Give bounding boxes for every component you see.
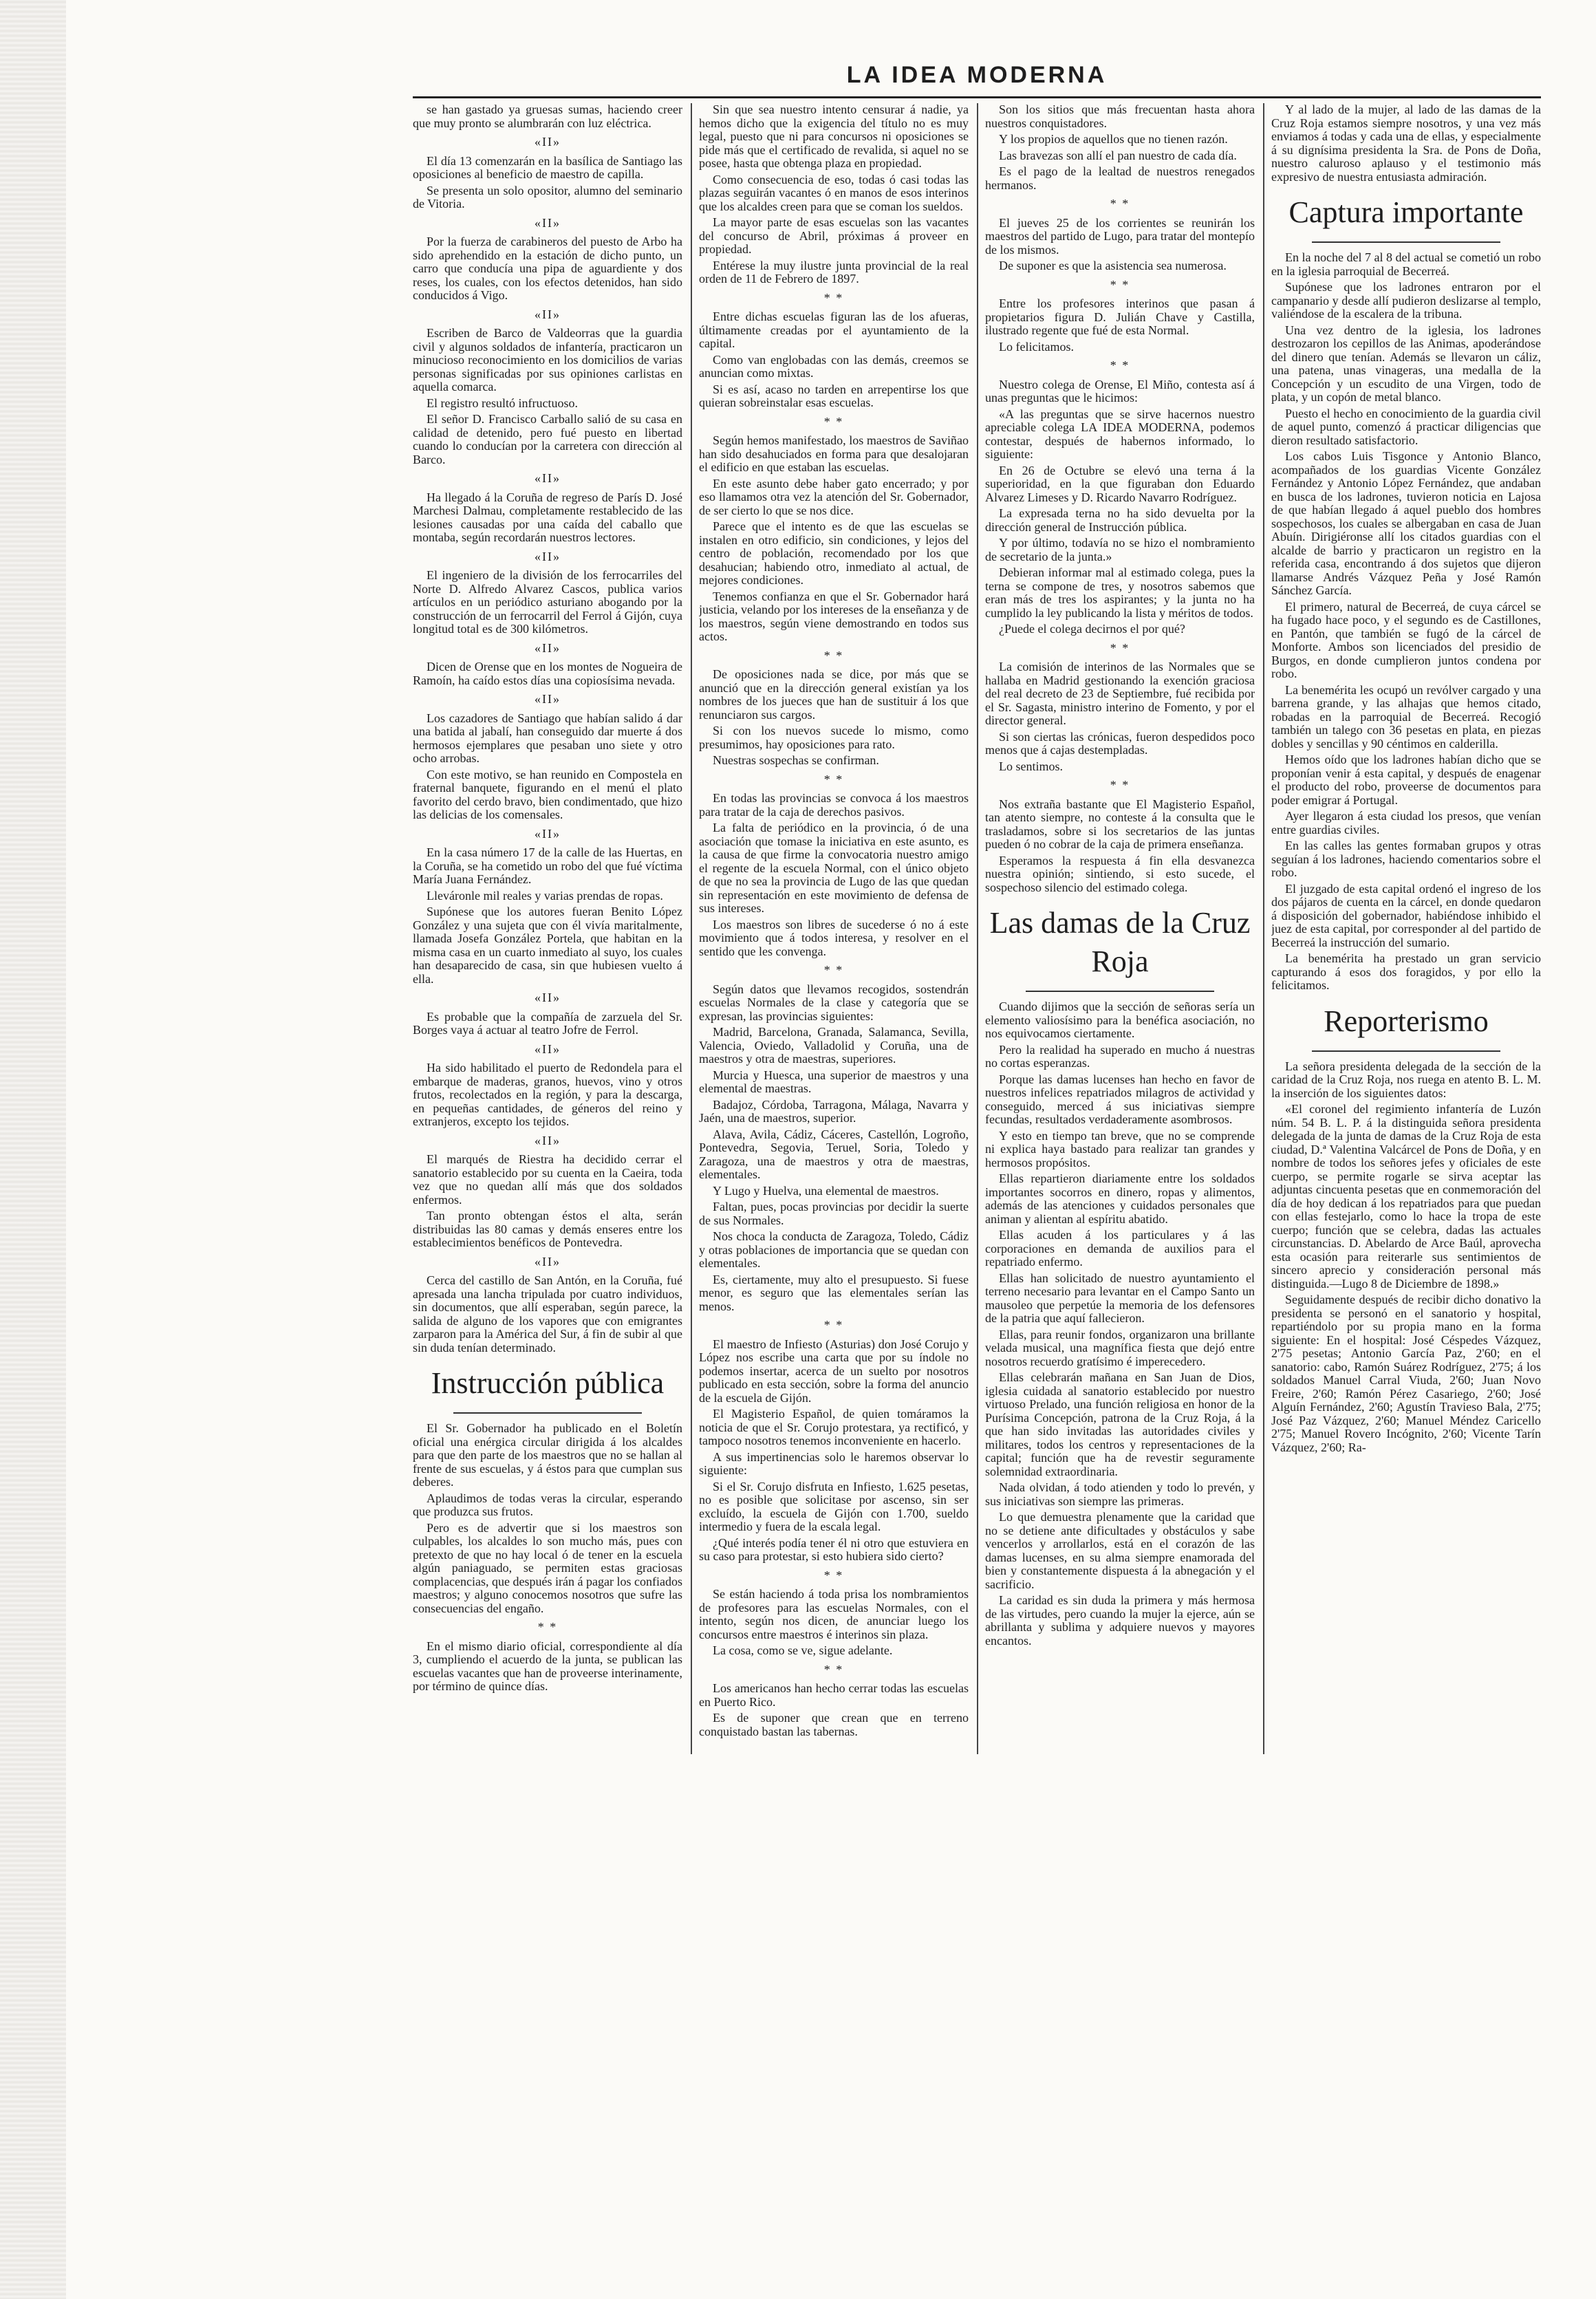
- news-paragraph: «A las preguntas que se sirve hacernos nuestro apreciable colega LA IDEA MODERNA, podemos contestar, después de habernos informado, lo siguiente:: [985, 407, 1255, 461]
- item-separator: * *: [1110, 277, 1130, 292]
- news-paragraph: Porque las damas lucenses han hecho en favor de nuestros infelices repatriados milagros de actividad y conseguido, merced á sus iniciativas siempre fecundas, resultados verdaderamente asombrosos.: [985, 1072, 1255, 1126]
- item-separator: * *: [823, 963, 844, 977]
- heading-rule: [1312, 241, 1500, 243]
- item-separator: «II»: [535, 1254, 561, 1269]
- news-paragraph: Escriben de Barco de Valdeorras que la guardia civil y algunos soldados de infantería, practicaron un minucioso reconocimiento en los domicilios de varias personas significadas por sus opiniones carlistas en aquella comarca.: [413, 326, 682, 393]
- news-paragraph: ¿Qué interés podía tener él ni otro que estuviera en su caso para protestar, si esto hubiera sido cierto?: [699, 1535, 969, 1563]
- item-separator: * *: [1110, 197, 1130, 211]
- news-paragraph: Nuestras sospechas se confirman.: [713, 753, 879, 767]
- item-separator: «II»: [535, 1041, 561, 1056]
- news-paragraph: Cuando dijimos que la sección de señoras sería un elemento valiosísimo para la benéfica asociación, no nos equivocamos ciertamente.: [985, 1000, 1255, 1040]
- news-paragraph: Ellas acuden á los particulares y á las corporaciones en demanda de auxilios para el repatriado enfermo.: [985, 1228, 1255, 1269]
- item-separator: * *: [823, 772, 844, 786]
- news-paragraph: Cerca del castillo de San Antón, en la Coruña, fué apresada una lancha tripulada por cuatro individuos, sin documentos, que allí esperaban, según parece, la salida de alguno de los vapores que con emigrantes zarparon para la América del Sur, á fin de subir al que sin duda tenían determinado.: [413, 1273, 682, 1354]
- item-separator: * *: [537, 1620, 558, 1634]
- news-paragraph: Madrid, Barcelona, Granada, Salamanca, Sevilla, Valencia, Oviedo, Valladolid y Coruña, una de maestros y otra de maestras, superiores.: [699, 1025, 969, 1066]
- news-paragraph: Y esto en tiempo tan breve, que no se comprende ni explica haya bastado para realizar tan grandes y hermosos propósitos.: [985, 1128, 1255, 1169]
- news-paragraph: Los cabos Luis Tisgonce y Antonio Blanco, acompañados de los guardias Vicente González Fernández y Antonio López Fernández, que andaban en busca de los ladrones, tuvieron noticia en Lajosa de que habían llegado á aquel pueblo dos hombres sospechosos, los cuales se albergaban en casa de Juan Abuín. Dirigiéronse allí los citados guardias con el alcalde de barrio y practicaron un registro en la referida casa, encontrando á dos sujetos que dijeron llamarse Andrés Vázquez Peña y José Ramón Sánchez García.: [1271, 449, 1541, 597]
- news-paragraph: A sus impertinencias solo le haremos observar lo siguiente:: [699, 1449, 969, 1477]
- news-paragraph: El señor D. Francisco Carballo salió de su casa en calidad de detenido, pero fué puesto en libertad cuando lo conducían por la carretera con dirección al Barco.: [413, 412, 682, 466]
- news-paragraph: En la noche del 7 al 8 del actual se cometió un robo en la iglesia parroquial de Becerreá.: [1271, 250, 1541, 278]
- news-paragraph: Ellas celebrarán mañana en San Juan de Dios, iglesia cuidada al sanatorio establecido por nuestro virtuoso Prelado, una función religiosa en honor de la Purísima Concepción, patrona de la Cruz Roja, á la que han sido invitadas las autoridades civiles y militares, todos los centros y representaciones de la capital; función que ha de revestir seguramente solemnidad extraordinaria.: [985, 1370, 1255, 1478]
- news-paragraph: Debieran informar mal al estimado colega, pues la terna se compone de tres, y nosotros sabemos que eran más de tres los aspirantes; y la junta no ha cumplido la ley publicando la lista y méritos de todos.: [985, 565, 1255, 620]
- news-paragraph: Ayer llegaron á esta ciudad los presos, que venían entre guardias civiles.: [1271, 809, 1541, 837]
- item-separator: «II»: [535, 991, 561, 1004]
- news-paragraph: De oposiciones nada se dice, por más que se anunció que en la dirección general existían ya los nombres de los jueces que han de sustituir á los que renunciaron sus cargos.: [699, 667, 969, 722]
- section-heading: Instrucción pública: [431, 1366, 665, 1400]
- news-paragraph: La falta de periódico en la provincia, ó de una asociación que tomase la iniciativa en este asunto, es la causa de que firme la convocatoria nuestro amigo el regente de la escuela Normal, con el único objeto de que no sea la provincia de Lugo de las que quedan sin representación en este movimiento de defensa de sus intereses.: [699, 821, 969, 915]
- news-paragraph: Se presenta un solo opositor, alumno del seminario de Vitoria.: [413, 183, 682, 211]
- news-paragraph: Supónese que los ladrones entraron por el campanario y desde allí pudieron deslizarse al templo, valiéndose de la escalera de la tribuna.: [1271, 280, 1541, 321]
- item-separator: * *: [1110, 358, 1130, 372]
- masthead-rule: [413, 96, 1541, 98]
- news-paragraph: Supónese que los autores fueran Benito López González y una sujeta que con él vivía maritalmente, llamada Josefa González Portela, que habitan en la misma casa en un cuarto inmediato al suyo, los cuales han desaparecido de casa, sin que hubiesen vuelto á ella.: [413, 905, 682, 986]
- item-separator: «II»: [535, 215, 561, 230]
- news-paragraph: El marqués de Riestra ha decidido cerrar el sanatorio establecido por su cuenta en la Caeira, toda vez que no quedan allí más que dos soldados enfermos.: [413, 1152, 682, 1207]
- column-1: [413, 103, 682, 1823]
- news-paragraph: Y por último, todavía no se hizo el nombramiento de secretario de la junta.»: [985, 536, 1255, 563]
- news-paragraph: Nos extraña bastante que El Magisterio Español, tan atento siempre, no conteste á la consulta que le trasladamos, sobre si los secretarios de las juntas pueden ó no cobrar de la caja de primera enseñanza.: [985, 797, 1255, 851]
- news-paragraph: Los cazadores de Santiago que habían salido á dar una batida al jabalí, han conseguido dar muerte á dos hermosos ejemplares que pesaban uno siete y otro ocho arrobas.: [413, 711, 682, 765]
- heading-rule: [1312, 1050, 1500, 1052]
- news-paragraph: Entérese la muy ilustre junta provincial de la real orden de 11 de Febrero de 1897.: [699, 258, 969, 285]
- news-paragraph: De suponer es que la asistencia sea numerosa.: [999, 259, 1227, 272]
- news-paragraph: El juzgado de esta capital ordenó el ingreso de los dos pájaros de cuenta en la cárcel, en donde quedaron á disposición del gobernador, habiéndose inhibido el juez de esta capital, por corresponder al del partido de Becerreá la instrucción del sumario.: [1271, 881, 1541, 949]
- news-paragraph: Las bravezas son allí el pan nuestro de cada día.: [999, 148, 1237, 162]
- news-paragraph: Esperamos la respuesta á fin ella desvanezca nuestra opinión; sintiendo, si esto sucede, el sospechoso silencio del estimado colega.: [985, 853, 1255, 894]
- news-paragraph: Es de suponer que crean que en terreno conquistado bastan las tabernas.: [699, 1711, 969, 1738]
- section-heading: Captura importante: [1288, 195, 1524, 229]
- news-paragraph: La benemérita ha prestado un gran servicio capturando á esos dos foragidos, y por ello la felicitamos.: [1271, 951, 1541, 992]
- news-paragraph: En todas las provincias se convoca á los maestros para tratar de la caja de derechos pasivos.: [699, 791, 969, 819]
- news-paragraph: Ellas, para reunir fondos, organizaron una brillante velada musical, una magnífica fiesta que dejó entre nosotros recuerdo gratísimo é imperecedero.: [985, 1327, 1255, 1368]
- news-paragraph: Se están haciendo á toda prisa los nombramientos de profesores para las escuelas Normales, con el intento, según nos dicen, de anunciar luego los concursos entre maestros é interinos sin plaza.: [699, 1587, 969, 1641]
- news-paragraph: Ellas han solicitado de nuestro ayuntamiento el terreno necesario para levantar en el Campo Santo un mausoleo que perpetúe la memoria de los defensores de la patria que aquí fallecieron.: [985, 1271, 1255, 1325]
- news-paragraph: Nada olvidan, á todo atienden y todo lo prevén, y sus iniciativas son siempre las primeras.: [985, 1480, 1255, 1508]
- news-paragraph: Los americanos han hecho cerrar todas las escuelas en Puerto Rico.: [699, 1681, 969, 1709]
- news-paragraph: Según hemos manifestado, los maestros de Saviñao han sido desahuciados en forma para que desalojaran el edificio en que estaban las escuelas.: [699, 433, 969, 474]
- heading-rule: [453, 1412, 642, 1414]
- news-paragraph: se han gastado ya gruesas sumas, haciendo creer que muy pronto se alumbrarán con luz eléctrica.: [413, 103, 682, 130]
- scan-edge: [0, 0, 66, 2299]
- news-paragraph: La expresada terna no ha sido devuelta por la dirección general de Instrucción pública.: [985, 506, 1255, 534]
- item-separator: «II»: [535, 549, 561, 563]
- news-paragraph: La señora presidenta delegada de la sección de la caridad de la Cruz Roja, nos ruega en atento B. L. M. la inserción de los siguientes datos:: [1271, 1059, 1541, 1100]
- news-paragraph: En la casa número 17 de la calle de las Huertas, en la Coruña, se ha cometido un robo del que fué víctima María Juana Fernández.: [413, 845, 682, 886]
- news-paragraph: Entre dichas escuelas figuran las de los afueras, últimamente creadas por el ayuntamiento de la capital.: [699, 310, 969, 350]
- news-paragraph: Si con los nuevos sucede lo mismo, como presumimos, hay oposiciones para rato.: [699, 724, 969, 751]
- news-paragraph: El Magisterio Español, de quien tomáramos la noticia de que el Sr. Corujo protestara, ya rectificó, y tampoco nosotros tenemos inconveniente en hacerlo.: [699, 1407, 969, 1447]
- news-paragraph: Ha sido habilitado el puerto de Redondela para el embarque de maderas, granos, huevos, vino y otros frutos, recolectados en la región, y para la descarga, en pequeñas cantidades, de géneros del reino y extranjeros, excepto los tejidos.: [413, 1061, 682, 1128]
- news-paragraph: Y los propios de aquellos que no tienen razón.: [999, 132, 1228, 146]
- news-paragraph: El jueves 25 de los corrientes se reunirán los maestros del partido de Lugo, para tratar del montepío de los mismos.: [985, 215, 1255, 257]
- item-separator: * *: [823, 1318, 844, 1332]
- news-paragraph: Parece que el intento es de que las escuelas se instalen en otro edificio, sin condiciones, y lejos del centro de población, recomendado por los que desahucian; habiendo otro, inmediato al actual, de mejores condiciones.: [699, 519, 969, 587]
- item-separator: * *: [823, 1568, 844, 1582]
- news-paragraph: Según datos que llevamos recogidos, sostendrán escuelas Normales de la clase y categoría que se expresan, las provincias siguientes:: [699, 982, 969, 1023]
- item-separator: «II»: [535, 471, 561, 485]
- news-paragraph: ¿Puede el colega decirnos el por qué?: [999, 622, 1185, 636]
- news-paragraph: Pero la realidad ha superado en mucho á nuestras no cortas esperanzas.: [985, 1042, 1255, 1070]
- item-separator: * *: [823, 290, 844, 305]
- item-separator: «II»: [535, 692, 561, 706]
- item-separator: «II»: [535, 826, 561, 841]
- news-paragraph: Una vez dentro de la iglesia, los ladrones destrozaron los cepillos de las Animas, apoderándose del dinero que tenían. Además se llevaron un cáliz, una patena, unas vinageras, una medalla de la Concepción y un escudito de una Virgen, todo de plata, y un copón de metal blanco.: [1271, 323, 1541, 404]
- news-paragraph: Si son ciertas las crónicas, fueron despedidos poco menos que á cajas destempladas.: [985, 729, 1255, 757]
- newspaper-title: LA IDEA MODERNA: [846, 62, 1108, 88]
- news-paragraph: En este asunto debe haber gato encerrado; y por eso llamamos otra vez la atención del Sr. Gobernador, de ser cierto lo que se nos dice.: [699, 476, 969, 517]
- news-paragraph: Y Lugo y Huelva, una elemental de maestros.: [713, 1183, 939, 1198]
- column-3: [985, 103, 1255, 1823]
- news-paragraph: Es el pago de la lealtad de nuestros renegados hermanos.: [985, 164, 1255, 192]
- news-paragraph: Como consecuencia de eso, todas ó casi todas las plazas seguirán vacantes ó en manos de esos interinos que los alcaldes creen para que se coman los sueldos.: [699, 172, 969, 213]
- news-paragraph: Y al lado de la mujer, al lado de las damas de la Cruz Roja estamos siempre nosotros, y una vez más enviamos á todas y cada una de ellas, y especialmente á su dignísima presidenta la Sra. de Pons de Doña, nuestro caluroso aplauso y el testimonio más expresivo de nuestra entusiasta admiración.: [1271, 103, 1541, 184]
- news-paragraph: Badajoz, Córdoba, Tarragona, Málaga, Navarra y Jaén, una de maestros, superior.: [699, 1097, 969, 1125]
- heading-rule: [1026, 991, 1214, 992]
- masthead: [413, 54, 1541, 102]
- news-paragraph: Dicen de Orense que en los montes de Nogueira de Ramoín, ha caído estos días una copiosísima nevada.: [413, 660, 682, 687]
- news-paragraph: La caridad es sin duda la primera y más hermosa de las virtudes, pero cuando la mujer la ejerce, aún se abrillanta y sublima y adquiere nuevos y mayores encantos.: [985, 1593, 1255, 1648]
- news-paragraph: El primero, natural de Becerreá, de cuya cárcel se ha fugado hace poco, y el segundo es de Castillones, en Pantón, que también se fugó de la cárcel de Monforte. Ambos son licenciados del presidio de Burgos, en donde cumplieron juntos condena por robo.: [1271, 599, 1541, 680]
- news-paragraph: Nos choca la conducta de Zaragoza, Toledo, Cádiz y otras poblaciones de importancia que se quedan con elementales.: [699, 1229, 969, 1270]
- news-paragraph: Por la fuerza de carabineros del puesto de Arbo ha sido aprehendido en la estación de dicho punto, un carro que conducía una pipa de aguardiente y dos reses, los cuales, con los efectos detenidos, han sido conducidos á Vigo.: [413, 235, 682, 302]
- section-heading: Reporterismo: [1324, 1004, 1489, 1038]
- news-paragraph: La benemérita les ocupó un revólver cargado y una barrena grande, y las alhajas que hemos citado, robadas en la parroquial de Becerreá. Recogió también un talego con 36 pesetas en plata, en piezas dobles y sencillas y 90 céntimos en calderilla.: [1271, 682, 1541, 751]
- news-paragraph: Sin que sea nuestro intento censurar á nadie, ya hemos dicho que la exigencia del título no es muy legal, puesto que ni para concursos ni oposiciones se pide más que el certificado de revalida, si aquel no se posee, hasta que obtenga plaza en propiedad.: [699, 103, 969, 170]
- column-divider: [1263, 103, 1264, 1754]
- news-paragraph: Es probable que la compañía de zarzuela del Sr. Borges vaya á actuar al teatro Jofre de Ferrol.: [413, 1009, 682, 1037]
- news-paragraph: La mayor parte de esas escuelas son las vacantes del concurso de Abril, próximas á proveer en propiedad.: [699, 215, 969, 256]
- item-separator: * *: [823, 414, 844, 429]
- news-paragraph: Son los sitios que más frecuentan hasta ahora nuestros conquistadores.: [985, 103, 1255, 130]
- news-paragraph: Entre los profesores interinos que pasan á propietarios figura D. Julián Chave y Castilla, ilustrado regente que fué de esta Normal.: [985, 296, 1255, 337]
- news-paragraph: Seguidamente después de recibir dicho donativo la presidenta se personó en el sanatorio y hospital, repartiéndolo por su propia mano en la forma siguiente: En el hospital: José Céspedes Vázquez, 2'75 pesetas; Antonio García Paz, 2'60; en el sanatorio: cabo, Ramón Suárez Rodríguez, 2'75; á los soldados Manuel Carral Viuda, 2'60; Juan Novo Freire, 2'60; Ramón Pérez Casariego, 2'60; José Alguín Fernández, 2'60; Agustín Travieso Bala, 2'75; José Paz Vázquez, 2'60; Manuel Méndez Caricello 2'75; Manuel Rovero Incógnito, 2'60; Vicente Tarín Vázquez, 2'60; Ra-: [1271, 1293, 1541, 1454]
- news-paragraph: El registro resultó infructuoso.: [427, 396, 578, 410]
- news-paragraph: La comisión de interinos de las Normales que se hallaba en Madrid gestionando la exención graciosa del real decreto de 23 de Septiembre, fué recibida por el Sr. Sagasta, ministro interino de Fomento, y por el director general.: [985, 660, 1255, 727]
- item-separator: * *: [1110, 778, 1130, 792]
- news-paragraph: «El coronel del regimiento infantería de Luzón núm. 54 B. L. P. á la distinguida señora presidenta delegada de la junta de damas de la Cruz Roja de esta ciudad, D.ª Valentina Valcárcel de Pons de Doña, y en nombre de todos los señores jefes y oficiales de este cuerpo, se permite rogarle se sirva aceptar las adjuntas cincuenta pesetas que en conmemoración del día de hoy dedican á los repatriados para que puedan con ellas festejarlo, como lo hace la tropa de este cuerpo; función que se celebra, dadas las actuales circunstancias. D. Abelardo de Arce Baúl, aprovecha esta ocasión para reiterarle sus sentimientos de sincero aprecio y consideración personal más distinguida.—Lugo 8 de Diciembre de 1898.»: [1271, 1102, 1541, 1291]
- news-paragraph: Es, ciertamente, muy alto el presupuesto. Si fuese menor, es seguro que las elementales serían las menos.: [699, 1272, 969, 1313]
- news-paragraph: En el mismo diario oficial, correspondiente al día 3, cumpliendo el acuerdo de la junta, se publican las escuelas vacantes que han de proveerse interinamente, por término de quince días.: [413, 1639, 682, 1693]
- news-paragraph: Lo felicitamos.: [999, 339, 1074, 354]
- item-separator: «II»: [535, 640, 561, 655]
- item-separator: «II»: [535, 135, 561, 149]
- item-separator: * *: [823, 1662, 844, 1676]
- news-paragraph: El día 13 comenzarán en la basílica de Santiago las oposiciones al beneficio de maestro de capilla.: [413, 153, 682, 181]
- news-paragraph: Como van englobadas con las demás, creemos se anuncian como mixtas.: [699, 352, 969, 380]
- article-columns: [413, 103, 1541, 1823]
- column-4: [1271, 103, 1541, 1823]
- news-paragraph: Tan pronto obtengan éstos el alta, serán distribuidas las 80 camas y demás enseres entre los establecimientos benéficos de Pontevedra.: [413, 1209, 682, 1249]
- news-paragraph: Alava, Avila, Cádiz, Cáceres, Castellón, Logroño, Pontevedra, Segovia, Teruel, Soria, Toledo y Zaragoza, una de maestros y otra de maestras, elementales.: [699, 1127, 969, 1181]
- news-paragraph: Lo que demuestra plenamente que la caridad que no se detiene ante dificultades y obstáculos y sabe vencerlos y arrollarlos, está en el corazón de las damas lucenses, en su alma siempre enamorada del bien y constantemente dispuesta á la abnegación y el sacrificio.: [985, 1510, 1255, 1591]
- news-paragraph: Lleváronle mil reales y varias prendas de ropas.: [427, 888, 663, 903]
- news-paragraph: Puesto el hecho en conocimiento de la guardia civil de aquel punto, comenzó á practicar diligencias que dieron resultado satisfactorio.: [1271, 406, 1541, 447]
- column-2: [699, 103, 969, 1823]
- news-paragraph: Con este motivo, se han reunido en Compostela en fraternal banquete, figurando en el menú el plato favorito del cerdo bravo, bien condimentado, que hizo las delicias de los comensales.: [413, 767, 682, 821]
- news-paragraph: Hemos oído que los ladrones habían dicho que se proponían venir á esta capital, y después de enagenar el producto del robo, proveerse de documentos para poder emigrar á Portugal.: [1271, 753, 1541, 807]
- news-paragraph: Tenemos confianza en que el Sr. Gobernador hará justicia, velando por los intereses de la enseñanza y de los maestros, según viene demostrando en todos sus actos.: [699, 589, 969, 643]
- item-separator: «II»: [535, 307, 561, 321]
- item-separator: «II»: [535, 1133, 561, 1147]
- news-paragraph: Lo sentimos.: [999, 759, 1063, 773]
- news-paragraph: En 26 de Octubre se elevó una terna á la superioridad, en la que figuraban don Eduardo Alvarez Limeses y D. Ricardo Navarro Rodríguez.: [985, 463, 1255, 504]
- news-paragraph: Faltan, pues, pocas provincias por decidir la suerte de sus Normales.: [699, 1200, 969, 1227]
- news-paragraph: El Sr. Gobernador ha publicado en el Boletín oficial una enérgica circular dirigida á los alcaldes para que den parte de los maestros que no se hallan al frente de sus escuelas, y á éstos para que cumplan sus deberes.: [413, 1421, 682, 1489]
- column-divider: [691, 103, 692, 1754]
- news-paragraph: Si el Sr. Corujo disfruta en Infiesto, 1.625 pesetas, no es posible que solicitase por ascenso, sin ser excluído, la escuela de Gijón con 1.700, sueldo intermedio y fuera de la escala legal.: [699, 1479, 969, 1533]
- item-separator: * *: [1110, 640, 1130, 655]
- section-heading: Las damas de la Cruz Roja: [989, 906, 1251, 978]
- news-paragraph: Aplaudimos de todas veras la circular, esperando que produzca sus frutos.: [413, 1491, 682, 1518]
- news-paragraph: El ingeniero de la división de los ferrocarriles del Norte D. Alfredo Alvarez Cascos, publica varios artículos en un periódico asturiano abogando por la construcción de un ferrocarril del Ferrol á Gijón, cuya longitud total es de 300 kilómetros.: [413, 568, 682, 636]
- news-paragraph: Los maestros son libres de sucederse ó no á este movimiento que á todos interesa, y resolver en el sentido que les convenga.: [699, 917, 969, 958]
- news-paragraph: Si es así, acaso no tarden en arrepentirse los que quieran sobreinstalar esas escuelas.: [699, 382, 969, 409]
- news-paragraph: Ha llegado á la Coruña de regreso de París D. José Marchesi Dalmau, completamente restablecido de las lesiones causadas por una caída del caballo que montaba, según recordarán nuestros lectores.: [413, 490, 682, 544]
- news-paragraph: Ellas repartieron diariamente entre los soldados importantes socorros en dinero, ropas y alimentos, además de las atenciones y cuidados personales que animan y alientan al espíritu abatido.: [985, 1172, 1255, 1226]
- news-paragraph: La cosa, como se ve, sigue adelante.: [713, 1643, 893, 1657]
- news-paragraph: En las calles las gentes formaban grupos y otras seguían á los ladrones, haciendo comentarios sobre el robo.: [1271, 839, 1541, 879]
- news-paragraph: Murcia y Huesca, una superior de maestros y una elemental de maestras.: [699, 1068, 969, 1095]
- news-paragraph: Nuestro colega de Orense, El Miño, contesta así á unas preguntas que le hicimos:: [985, 377, 1255, 404]
- item-separator: * *: [823, 648, 844, 662]
- news-paragraph: El maestro de Infiesto (Asturias) don José Corujo y López nos escribe una carta que por su índole no podemos insertar, acerca de un suelto por nosotros publicado en esta sección, sobre la forma del anuncio de la escuela de Gijón.: [699, 1337, 969, 1405]
- news-paragraph: Pero es de advertir que si los maestros son culpables, los alcaldes lo son mucho más, pues con pretexto de que no hay local ó de tener en la escuela algún paniaguado, se permiten estas graciosas complacencias, que después irán á pagar los confiados maestros; y alguno conocemos nosotros que sufre las consecuencias del engaño.: [413, 1520, 682, 1615]
- column-divider: [977, 103, 978, 1754]
